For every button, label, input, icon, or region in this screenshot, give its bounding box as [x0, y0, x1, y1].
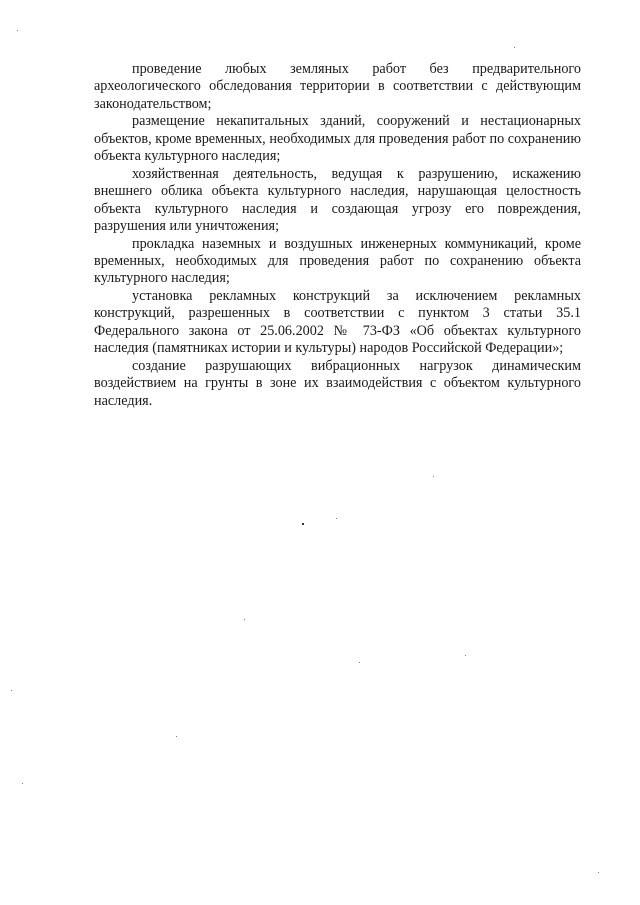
scan-speck	[514, 47, 515, 48]
scan-speck	[244, 619, 245, 620]
paragraph-vibration-loads: создание разрушающих вибрационных нагрузок динамическим воздействием на грунты в зоне их взаимодействия с объектом культурного наследия.	[94, 357, 581, 409]
scan-speck	[359, 662, 360, 663]
paragraph-economic-activity: хозяйственная деятельность, ведущая к разрушению, искажению внешнего облика объекта культурного наследия, нарушающая целостность объекта культурного наследия и создающая угрозу его повреждения, разрушения или уничтожения;	[94, 165, 581, 235]
paragraph-advertising: установка рекламных конструкций за исключением рекламных конструкций, разрешенных в соответствии с пунктом 3 статьи 35.1 Федерального закона от 25.06.2002 № 73-ФЗ «Об объектах культурного наследия (памятниках истории и культуры) народов Российской Федерации»;	[94, 287, 581, 357]
paragraph-earthworks: проведение любых земляных работ без предварительного археологического обследования территории в соответствии с действующим законодательством;	[94, 61, 581, 112]
scan-speck	[17, 30, 18, 31]
scan-speck	[433, 476, 434, 477]
paragraph-temporary-structures: размещение некапитальных зданий, сооружений и нестационарных объектов, кроме временных, необходимых для проведения работ по сохранению объекта культурного наследия;	[94, 113, 581, 165]
scan-speck	[465, 655, 466, 656]
paragraph-utility-lines: прокладка наземных и воздушных инженерных коммуникаций, кроме временных, необходимых для проведения работ по сохранению объекта культурного наследия;	[94, 235, 581, 287]
scan-speck	[176, 736, 177, 737]
scan-speck	[336, 518, 337, 519]
scan-speck	[598, 872, 599, 873]
scan-speck	[11, 690, 12, 691]
scan-speck	[22, 783, 23, 784]
scan-speck	[302, 523, 304, 525]
document-body	[94, 61, 581, 410]
